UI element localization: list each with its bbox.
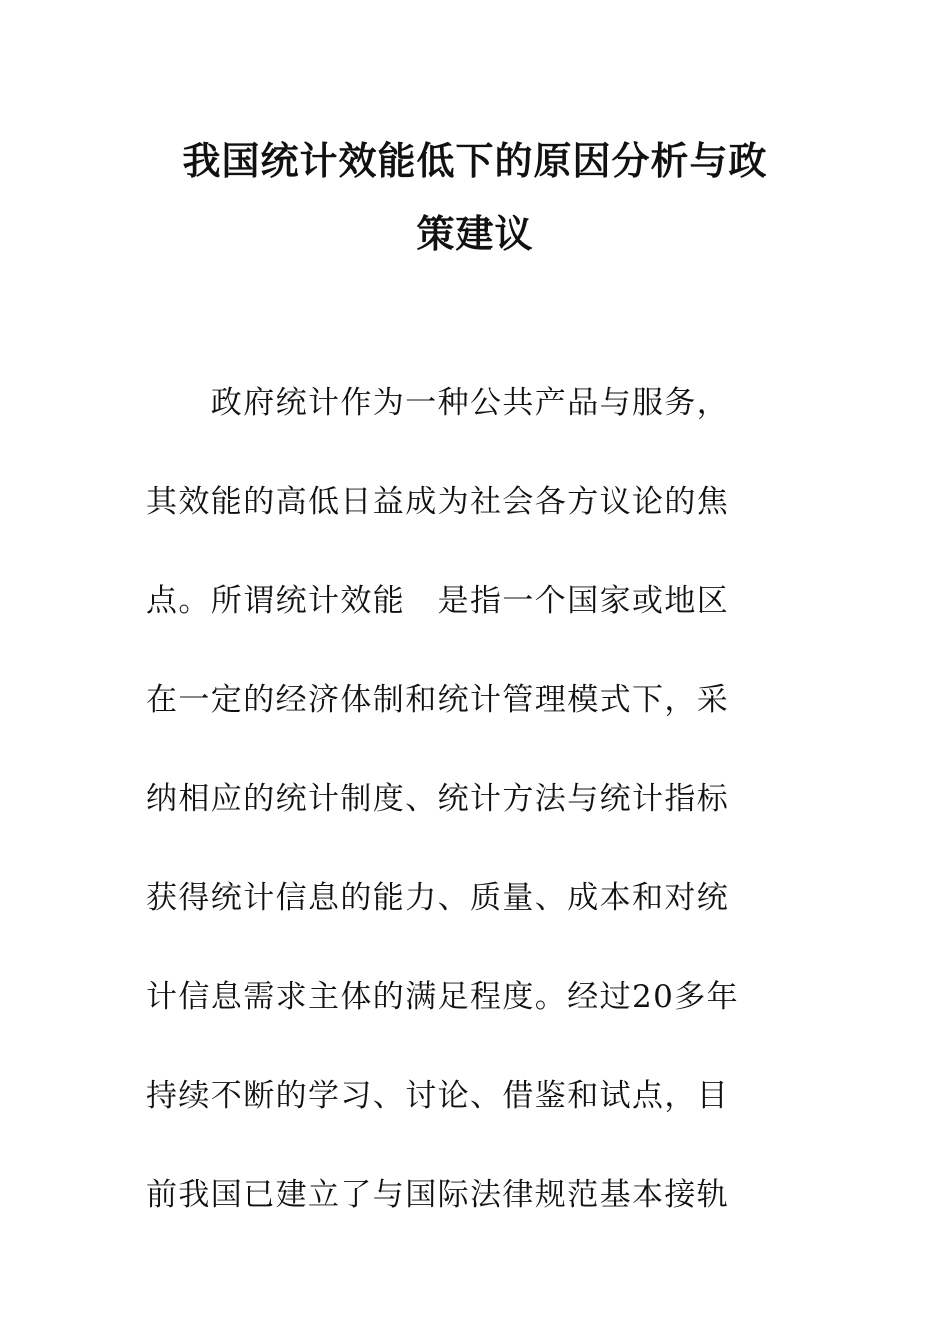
paragraph-line-4: 在一定的经济体制和统计管理模式下，采 — [146, 682, 730, 718]
paragraph-line-8: 持续不断的学习、讨论、借鉴和试点，目 — [146, 1078, 730, 1114]
paragraph-line-3: 点。所谓统计效能 是指一个国家或地区 — [146, 583, 730, 619]
paragraph-line-7: 计信息需求主体的满足程度。经过20多年 — [146, 979, 740, 1015]
paragraph-line-6: 获得统计信息的能力、质量、成本和对统 — [146, 880, 730, 916]
document-title-line-2: 策建议 — [416, 211, 534, 256]
paragraph-line-9: 前我国已建立了与国际法律规范基本接轨 — [146, 1177, 730, 1213]
paragraph-line-5: 纳相应的统计制度、统计方法与统计指标 — [146, 781, 730, 817]
paragraph-line-2: 其效能的高低日益成为社会各方议论的焦 — [146, 484, 730, 520]
document-title-line-1: 我国统计效能低下的原因分析与政 — [182, 138, 768, 183]
paragraph-line-1: 政府统计作为一种公共产品与服务， — [146, 385, 730, 421]
